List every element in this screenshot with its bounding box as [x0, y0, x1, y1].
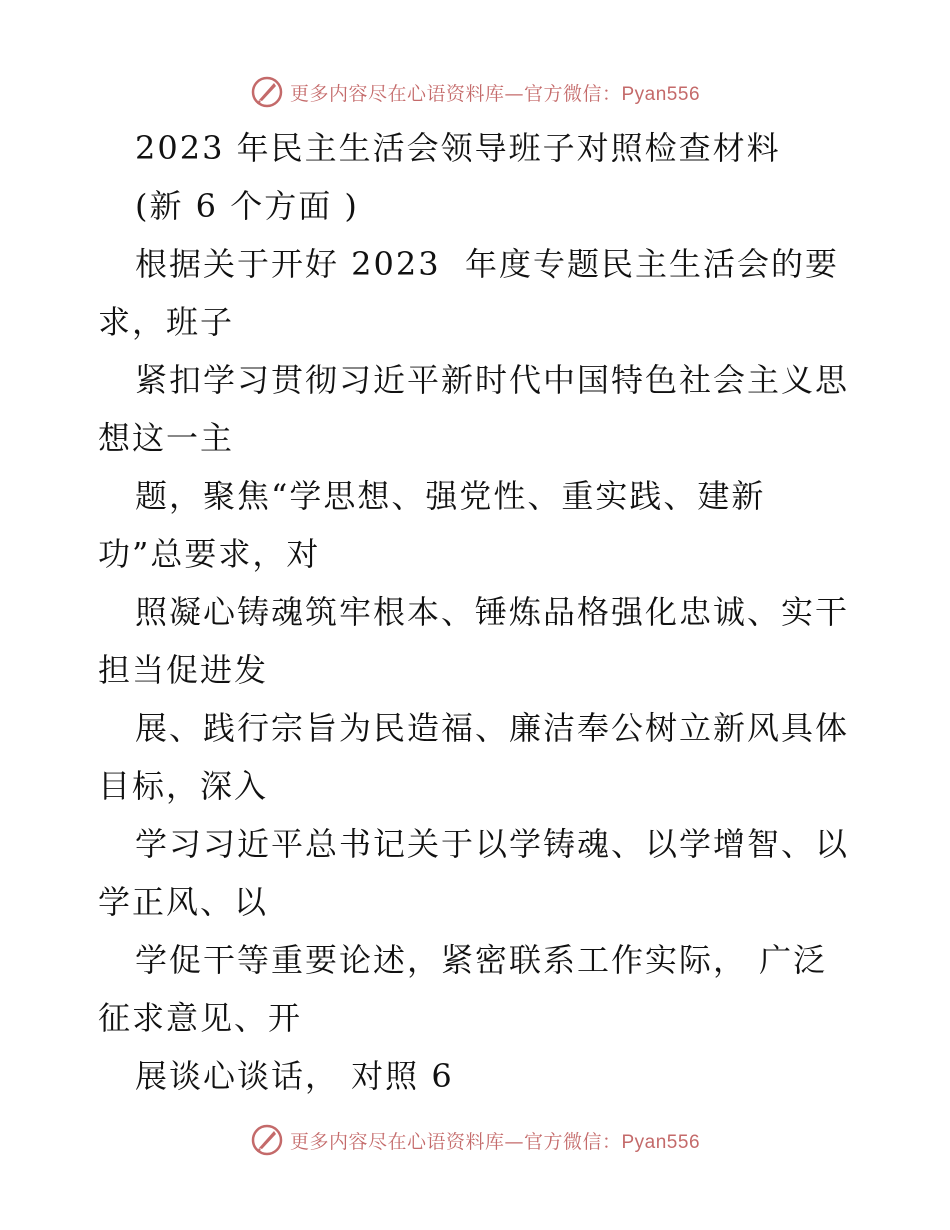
paragraph-line: 学习习近平总书记关于以学铸魂、以学增智、以 [135, 825, 850, 863]
quill-logo-icon [250, 1123, 284, 1157]
watermark-wechat-id: Pyan556 [621, 1131, 701, 1153]
paragraph-line: 学正风、以 [98, 883, 269, 921]
paragraph-line: 担当促进发 [98, 651, 269, 689]
watermark-text: 更多内容尽在心语资料库—官方微信：Pyan556 [289, 82, 701, 105]
paragraph-line: 目标，深入 [98, 767, 269, 805]
paragraph-line: 题，聚焦“学思想、强党性、重实践、建新 [135, 477, 766, 515]
paragraph-line: 功”总要求，对 [98, 535, 321, 573]
footer-watermark [0, 1120, 950, 1160]
paragraph-line: 展、践行宗旨为民造福、廉洁奉公树立新风具体 [135, 709, 850, 747]
paragraph-line: 学促干等重要论述，紧密联系工作实际， 广泛 [135, 941, 828, 979]
paragraph-line: 照凝心铸魂筑牢根本、锤炼品格强化忠诚、实干 [135, 593, 850, 631]
paragraph-line: 求，班子 [98, 303, 235, 341]
paragraph-line: 根据关于开好 2023 年度专题民主生活会的要 [135, 245, 839, 283]
watermark-wechat-id: Pyan556 [621, 83, 701, 105]
quill-logo-icon [250, 75, 284, 109]
paragraph-line: 紧扣学习贯彻习近平新时代中国特色社会主义思 [135, 361, 850, 399]
watermark-text: 更多内容尽在心语资料库—官方微信：Pyan556 [289, 1130, 701, 1153]
paragraph-line: 想这一主 [98, 419, 235, 457]
document-title: 2023 年民主生活会领导班子对照检查材料 [135, 129, 781, 167]
paragraph-line: 征求意见、开 [98, 999, 303, 1037]
paragraph-line: 展谈心谈话， 对照 6 [135, 1057, 454, 1095]
document-subtitle: (新 6 个方面 ) [135, 187, 359, 225]
header-watermark [0, 72, 950, 112]
